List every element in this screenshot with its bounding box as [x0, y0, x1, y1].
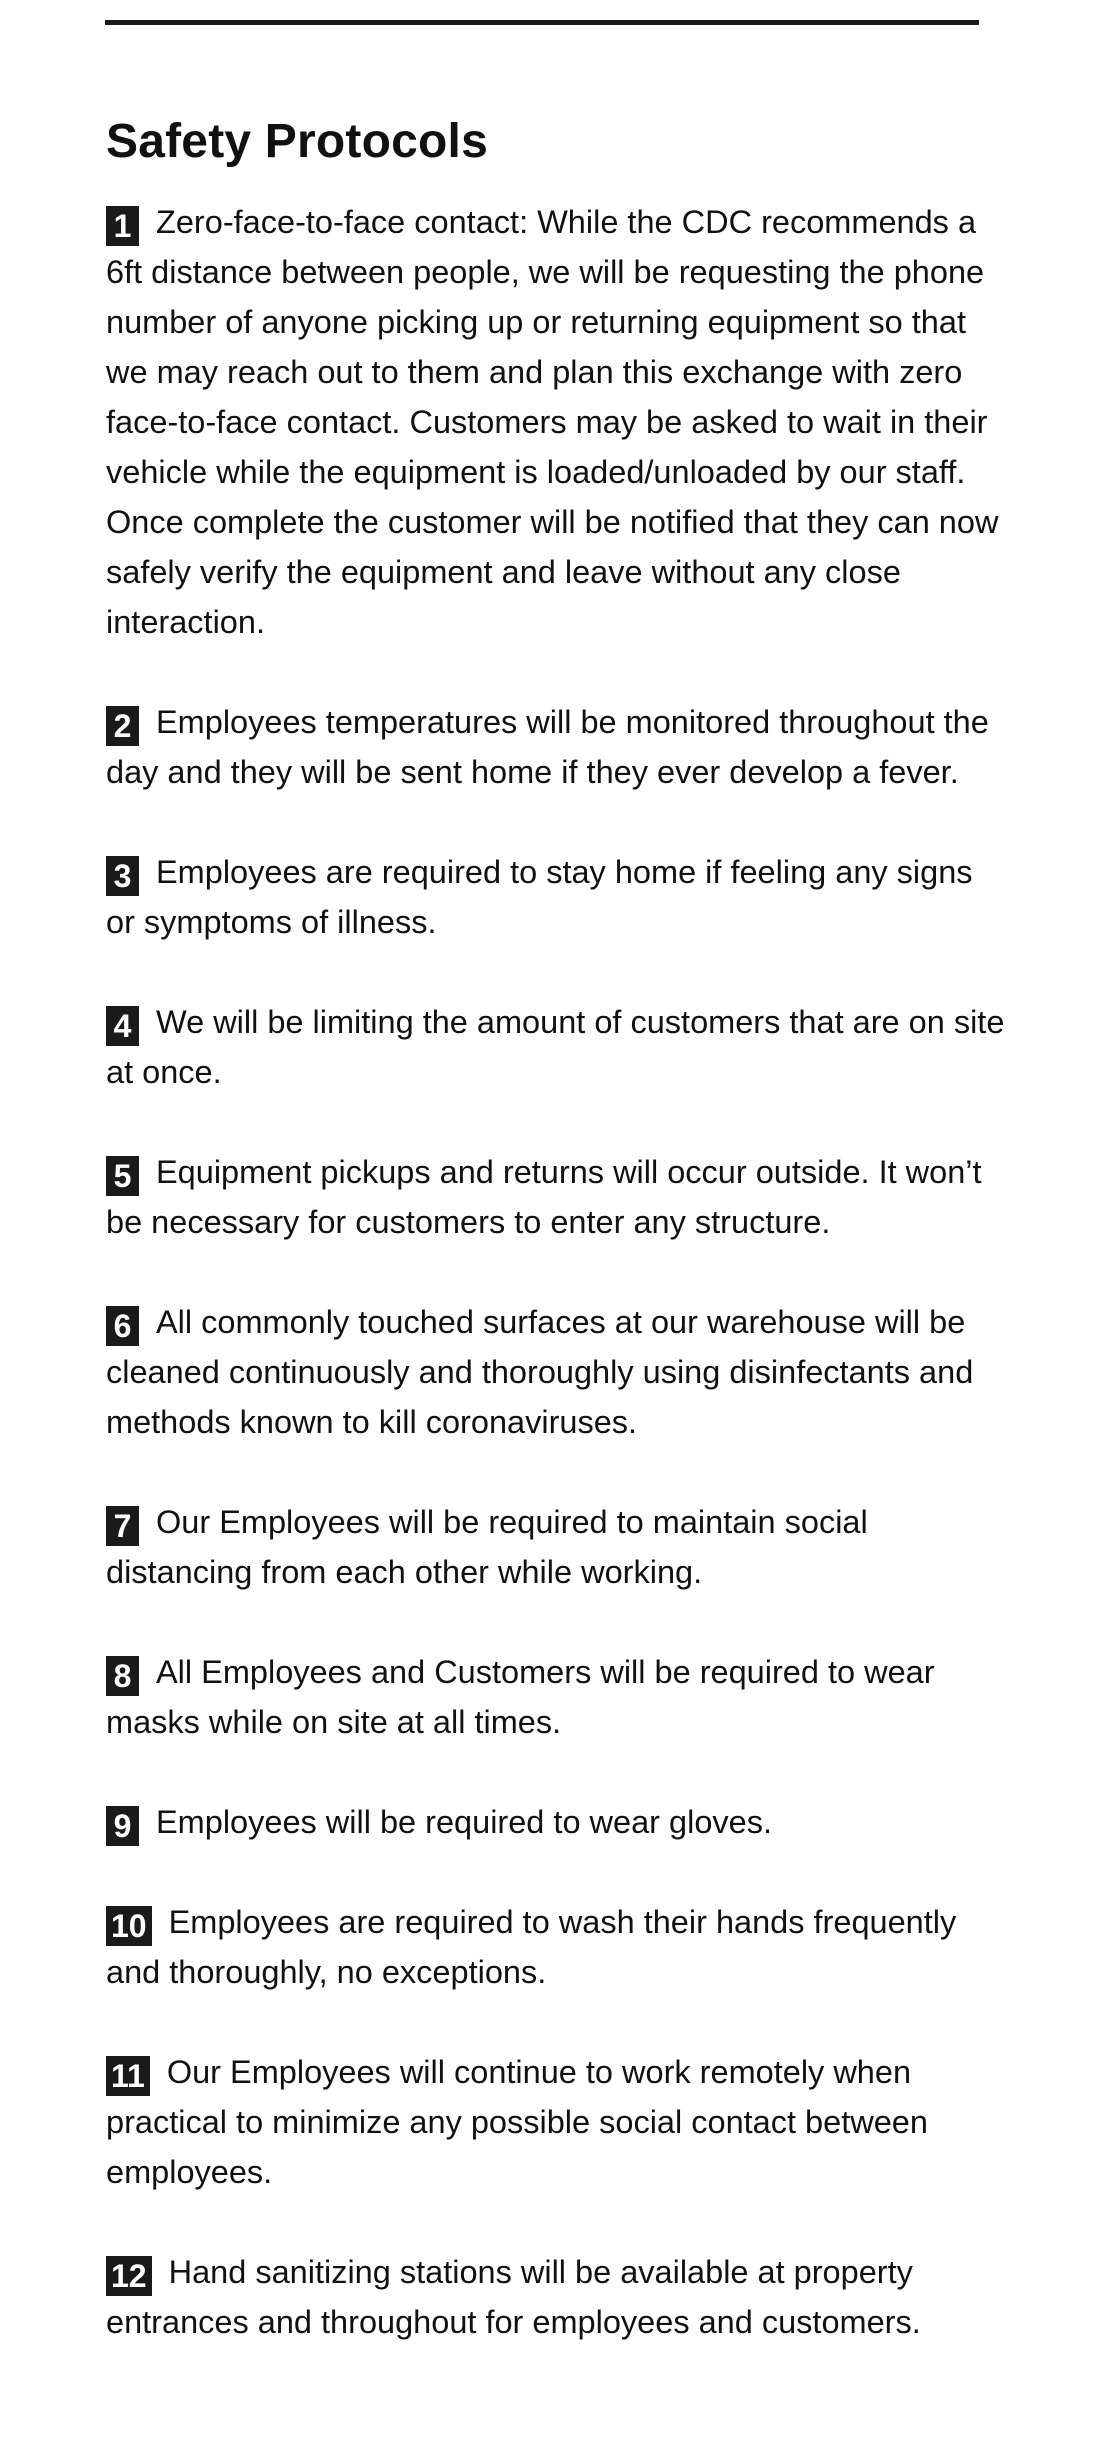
protocol-text: Our Employees will continue to work remotely when practical to minimize any possible social contact between employees. — [106, 2053, 928, 2190]
safety-protocols-section — [106, 116, 1006, 2397]
protocol-number-badge: 5 — [106, 1156, 139, 1196]
protocol-item — [106, 1797, 1006, 1847]
protocol-text: Employees will be required to wear gloves. — [156, 1803, 772, 1840]
protocol-number-badge: 1 — [106, 206, 139, 246]
protocol-text: Our Employees will be required to maintain social distancing from each other while working. — [106, 1503, 868, 1590]
protocol-text: Equipment pickups and returns will occur outside. It won’t be necessary for customers to enter any structure. — [106, 1153, 982, 1240]
protocol-number-badge: 3 — [106, 856, 139, 896]
protocol-item — [106, 1297, 1006, 1447]
protocol-item — [106, 847, 1006, 947]
protocol-item — [106, 1897, 1006, 1997]
protocol-number-badge: 2 — [106, 706, 139, 746]
protocol-text: We will be limiting the amount of customers that are on site at once. — [106, 1003, 1005, 1090]
protocol-text: Employees are required to wash their hands frequently and thoroughly, no exceptions. — [106, 1903, 957, 1990]
protocol-list — [106, 197, 1006, 2347]
protocol-number-badge: 12 — [106, 2256, 152, 2296]
protocol-number-badge: 11 — [106, 2056, 150, 2096]
protocol-item — [106, 1497, 1006, 1597]
protocol-number-badge: 6 — [106, 1306, 139, 1346]
top-divider — [105, 20, 979, 25]
protocol-item — [106, 2247, 1006, 2347]
protocol-text: All Employees and Customers will be required to wear masks while on site at all times. — [106, 1653, 935, 1740]
section-title: Safety Protocols — [106, 115, 488, 168]
protocol-number-badge: 8 — [106, 1656, 139, 1696]
protocol-item — [106, 197, 1006, 647]
protocol-number-badge: 4 — [106, 1006, 139, 1046]
protocol-text: Employees temperatures will be monitored throughout the day and they will be sent home if they ever develop a fever. — [106, 703, 989, 790]
protocol-text: All commonly touched surfaces at our warehouse will be cleaned continuously and thoroughly using disinfectants and methods known to kill coronaviruses. — [106, 1303, 974, 1440]
protocol-text: Zero-face-to-face contact: While the CDC recommends a 6ft distance between people, we will be requesting the phone number of anyone picking up or returning equipment so that we may reach out to them and plan this exchange with zero face-to-face contact. Customers may be asked to wait in their vehicle while the equipment is loaded/unloaded by our staff. Once complete the customer will be notified that they can now safely verify the equipment and leave without any close interaction. — [106, 203, 999, 640]
protocol-item — [106, 1147, 1006, 1247]
protocol-item — [106, 697, 1006, 797]
protocol-item — [106, 997, 1006, 1097]
protocol-text: Employees are required to stay home if feeling any signs or symptoms of illness. — [106, 853, 973, 940]
protocol-text: Hand sanitizing stations will be available at property entrances and throughout for employees and customers. — [106, 2253, 921, 2340]
protocol-number-badge: 7 — [106, 1506, 139, 1546]
protocol-number-badge: 10 — [106, 1906, 152, 1946]
protocol-number-badge: 9 — [106, 1806, 139, 1846]
protocol-item — [106, 2047, 1006, 2197]
protocol-item — [106, 1647, 1006, 1747]
